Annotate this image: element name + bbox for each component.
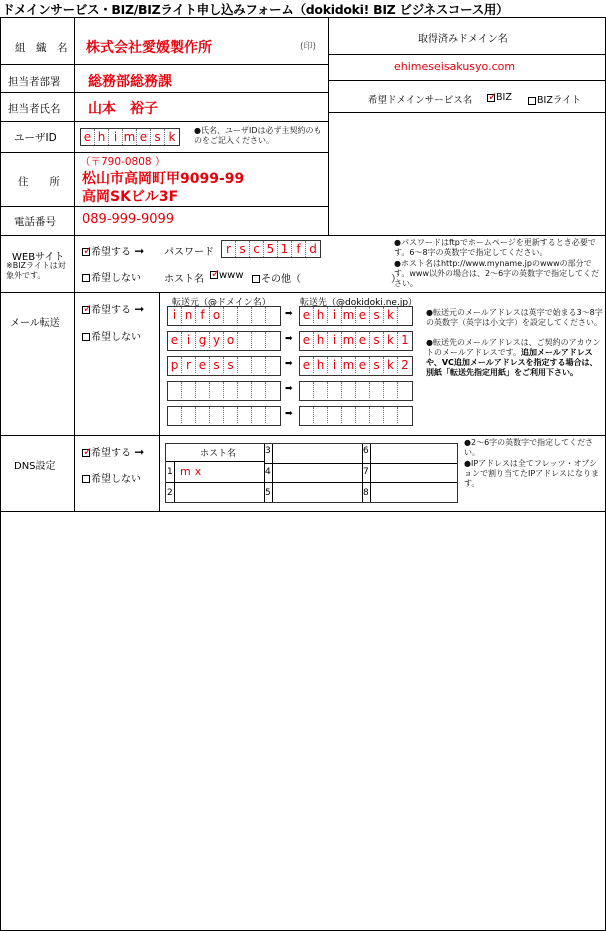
arrow-icon: ➡ xyxy=(285,359,293,369)
char-cell[interactable] xyxy=(266,382,280,398)
dept-value[interactable]: 総務部総務課 xyxy=(88,74,172,90)
char-cell[interactable]: i xyxy=(328,332,342,348)
char-cell[interactable]: k xyxy=(384,332,398,348)
char-cell[interactable] xyxy=(168,382,182,398)
char-cell[interactable]: o xyxy=(210,307,224,323)
char-cell[interactable]: i xyxy=(328,357,342,373)
char-cell[interactable] xyxy=(252,407,266,423)
char-cell[interactable]: o xyxy=(224,332,238,348)
char-cell[interactable] xyxy=(342,382,356,398)
mail-from-cells[interactable] xyxy=(167,406,281,426)
mail-from-cells[interactable] xyxy=(167,331,281,351)
char-cell[interactable] xyxy=(252,307,266,323)
web-note-password: ●パスワードはftpでホームページを更新するとき必要です。6～8字の英数字で指定してください。 xyxy=(394,238,596,257)
address-line1[interactable]: 松山市高岡町甲9099-99 xyxy=(82,171,245,187)
mail-no[interactable]: 希望しない xyxy=(82,328,141,343)
arrow-icon: ➡ xyxy=(285,384,293,394)
org-value[interactable]: 株式会社愛媛製作所 xyxy=(86,40,212,56)
web-label: WEBサイト xyxy=(12,252,65,263)
dns-row-number: 7 xyxy=(363,467,369,477)
char-cell[interactable] xyxy=(196,407,210,423)
service-option-bizlite[interactable]: BIZライト xyxy=(528,92,581,106)
dns-label: DNS設定 xyxy=(14,461,56,472)
char-cell[interactable]: f xyxy=(292,241,306,257)
phone-label: 電話番号 xyxy=(14,216,56,228)
checkbox-biz[interactable] xyxy=(487,94,495,102)
mail-yes[interactable]: ✓希望する ➞ xyxy=(82,301,144,316)
domain-label: 取得済みドメイン名 xyxy=(418,34,508,45)
char-cell[interactable]: s xyxy=(236,241,250,257)
char-cell[interactable]: s xyxy=(224,357,238,373)
char-cell[interactable] xyxy=(384,407,398,423)
mail-label: メール転送 xyxy=(10,318,60,329)
dns-row-number: 6 xyxy=(363,446,369,456)
char-cell[interactable]: k xyxy=(168,130,176,144)
phone-value[interactable]: 089-999-9099 xyxy=(82,212,175,227)
char-cell[interactable]: s xyxy=(151,129,165,145)
dns-host-table xyxy=(165,443,458,503)
password-cells[interactable] xyxy=(221,240,321,258)
zip-code[interactable]: （〒790-0808 ） xyxy=(80,156,166,168)
org-label: 組 織 名 xyxy=(15,42,68,54)
char-cell[interactable]: s xyxy=(370,307,384,323)
arrow-icon: ➡ xyxy=(285,409,293,419)
char-cell[interactable]: 1 xyxy=(401,333,409,347)
char-cell[interactable]: s xyxy=(370,357,384,373)
char-cell[interactable] xyxy=(252,382,266,398)
domain-value[interactable]: ehimeseisakusyo.com xyxy=(394,60,516,73)
char-cell[interactable] xyxy=(168,407,182,423)
char-cell[interactable]: s xyxy=(210,357,224,373)
char-cell[interactable] xyxy=(328,382,342,398)
char-cell[interactable]: h xyxy=(95,129,109,145)
mail-to-cells[interactable] xyxy=(299,331,413,351)
char-cell[interactable] xyxy=(266,307,280,323)
char-cell[interactable]: 1 xyxy=(278,241,292,257)
char-cell[interactable]: r xyxy=(182,357,196,373)
char-cell[interactable]: n xyxy=(182,307,196,323)
checkbox-other[interactable] xyxy=(252,275,260,283)
checkbox-web-yes[interactable] xyxy=(82,248,90,256)
dns-host-header: ホスト名 xyxy=(200,449,237,459)
dns-row-number: 2 xyxy=(167,488,173,498)
mail-to-cells[interactable] xyxy=(299,306,413,326)
host-label: ホスト名 xyxy=(164,274,204,285)
checkbox-bizlite[interactable] xyxy=(528,97,536,105)
address-label: 住 所 xyxy=(18,176,60,188)
char-cell[interactable] xyxy=(252,357,266,373)
char-cell[interactable]: i xyxy=(109,129,123,145)
char-cell[interactable]: i xyxy=(182,332,196,348)
char-cell[interactable] xyxy=(238,382,252,398)
host-other[interactable]: その他（ ） xyxy=(252,270,401,285)
char-cell[interactable]: e xyxy=(356,357,370,373)
char-cell[interactable] xyxy=(238,407,252,423)
checkbox-dns-no[interactable] xyxy=(82,475,90,483)
person-label: 担当者氏名 xyxy=(8,103,61,115)
web-sub-note: ※BIZライトは対象外です。 xyxy=(6,261,66,280)
mail-note-from: ●転送元のメールアドレスは英字で始まる3～8字の英数字（英字は小文字）を設定してください。 xyxy=(426,308,603,327)
dns-row-number: 4 xyxy=(265,467,271,477)
char-cell[interactable]: e xyxy=(300,332,314,348)
char-cell[interactable]: g xyxy=(196,332,210,348)
char-cell[interactable]: m xyxy=(342,358,355,372)
char-cell[interactable] xyxy=(210,382,224,398)
char-cell[interactable]: e xyxy=(300,307,314,323)
char-cell[interactable] xyxy=(356,382,370,398)
person-value[interactable]: 山本 裕子 xyxy=(88,101,158,117)
mail-from-cells[interactable] xyxy=(167,306,281,326)
service-label: 希望ドメインサービス名 xyxy=(368,95,473,106)
char-cell[interactable]: h xyxy=(314,332,328,348)
char-cell[interactable] xyxy=(252,332,266,348)
char-cell[interactable] xyxy=(370,382,384,398)
password-label: パスワード xyxy=(164,247,214,258)
mail-to-cells[interactable] xyxy=(299,406,413,426)
char-cell[interactable]: e xyxy=(356,332,370,348)
dns-note-ip: ●IPアドレスは全てフレッツ・オプションで割り当てたIPアドレスになります。 xyxy=(464,459,599,488)
char-cell[interactable]: m xyxy=(123,130,136,144)
address-line2[interactable]: 高岡SKビル3F xyxy=(82,189,179,205)
char-cell[interactable]: h xyxy=(314,357,328,373)
userid-label: ユーザID xyxy=(14,132,57,144)
char-cell[interactable]: e xyxy=(300,357,314,373)
char-cell[interactable] xyxy=(266,407,280,423)
mail-note-to: ●転送先のメールアドレスは、ご契約のアカウントのメールアドレスです。追加メールアドレスや、VC追加メールアドレスを指定する場合は、別紙「転送先指定用紙」をご利用下さい。 xyxy=(426,338,601,377)
char-cell[interactable] xyxy=(384,382,398,398)
char-cell[interactable]: h xyxy=(314,307,328,323)
char-cell[interactable] xyxy=(342,407,356,423)
char-cell[interactable]: e xyxy=(168,332,182,348)
checkbox-dns-yes[interactable] xyxy=(82,449,90,457)
char-cell[interactable]: k xyxy=(384,307,398,323)
form-title: ドメインサービス・BIZ/BIZライト申し込みフォーム（dokidoki! BIZ ビジネスコース用） xyxy=(2,2,509,17)
mail-to-header: 転送先（@dokidoki.ne.jp） xyxy=(300,298,418,308)
dns-note-host: ●2～6字の英数字で指定してください。 xyxy=(464,438,594,457)
seal-mark: (印) xyxy=(300,42,317,52)
char-cell[interactable]: 2 xyxy=(401,358,409,372)
char-cell[interactable] xyxy=(238,357,252,373)
char-cell[interactable] xyxy=(210,407,224,423)
char-cell[interactable] xyxy=(266,332,280,348)
checkbox-mail-yes[interactable] xyxy=(82,306,90,314)
char-cell[interactable]: e xyxy=(196,357,210,373)
char-cell[interactable] xyxy=(238,307,252,323)
host-www[interactable]: ✓ www xyxy=(210,270,244,281)
arrow-icon: ➡ xyxy=(285,309,293,319)
char-cell[interactable]: c xyxy=(250,241,264,257)
char-cell[interactable] xyxy=(266,357,280,373)
web-yes[interactable]: ✓希望する ➞ xyxy=(82,243,144,258)
dns-row-number: 3 xyxy=(265,446,271,456)
userid-note: ●氏名、ユーザIDは必ず主契約のものをご記入ください。 xyxy=(194,126,322,145)
mail-to-cells[interactable] xyxy=(299,381,413,401)
char-cell[interactable]: e xyxy=(81,129,95,145)
mail-to-cells[interactable] xyxy=(299,356,413,376)
char-cell[interactable]: f xyxy=(196,307,210,323)
char-cell[interactable]: y xyxy=(210,332,224,348)
char-cell[interactable]: e xyxy=(356,307,370,323)
char-cell[interactable]: e xyxy=(137,129,151,145)
char-cell[interactable]: d xyxy=(309,242,317,256)
dns-host-1[interactable]: mx xyxy=(180,465,206,478)
char-cell[interactable] xyxy=(398,407,412,423)
checkbox-www[interactable] xyxy=(210,271,218,279)
char-cell[interactable] xyxy=(398,382,412,398)
arrow-icon: ➡ xyxy=(285,334,293,344)
char-cell[interactable] xyxy=(182,382,196,398)
char-cell[interactable]: k xyxy=(384,357,398,373)
char-cell[interactable] xyxy=(300,382,314,398)
char-cell[interactable] xyxy=(238,332,252,348)
char-cell[interactable] xyxy=(370,407,384,423)
mail-from-header: 転送元（@ドメイン名） xyxy=(172,298,271,308)
arrow-icon: ➞ xyxy=(134,244,145,258)
char-cell[interactable]: i xyxy=(328,307,342,323)
char-cell[interactable]: s xyxy=(370,332,384,348)
arrow-icon: ➞ xyxy=(134,302,145,316)
web-note-host: ●ホスト名はhttp://www.myname.jpのwwwの部分です。www以外の場合は、2～6字の英数字で指定してください。 xyxy=(394,259,600,288)
char-cell[interactable]: i xyxy=(168,307,182,323)
checkbox-web-no[interactable] xyxy=(82,274,90,282)
char-cell[interactable] xyxy=(398,307,412,323)
char-cell[interactable]: m xyxy=(342,333,355,347)
char-cell[interactable] xyxy=(224,407,238,423)
dns-row-number: 8 xyxy=(363,488,369,498)
checkbox-mail-no[interactable] xyxy=(82,333,90,341)
dns-no[interactable]: 希望しない xyxy=(82,470,141,485)
char-cell[interactable]: m xyxy=(342,308,355,322)
service-option-biz[interactable]: ✓ BIZ xyxy=(487,92,512,103)
arrow-icon: ➞ xyxy=(134,445,145,459)
dns-row-number: 1 xyxy=(167,467,173,477)
char-cell[interactable] xyxy=(224,307,238,323)
char-cell[interactable] xyxy=(300,407,314,423)
char-cell[interactable] xyxy=(328,407,342,423)
char-cell[interactable] xyxy=(356,407,370,423)
char-cell[interactable] xyxy=(224,382,238,398)
dns-yes[interactable]: ✓希望する ➞ xyxy=(82,444,144,459)
char-cell[interactable] xyxy=(314,382,328,398)
mail-from-cells[interactable] xyxy=(167,381,281,401)
dns-row-number: 5 xyxy=(265,488,271,498)
char-cell[interactable]: 5 xyxy=(264,241,278,257)
char-cell[interactable]: r xyxy=(222,241,236,257)
char-cell[interactable] xyxy=(182,407,196,423)
web-no[interactable]: 希望しない xyxy=(82,269,141,284)
mail-from-cells[interactable] xyxy=(167,356,281,376)
userid-cells[interactable] xyxy=(80,128,180,146)
char-cell[interactable] xyxy=(196,382,210,398)
dept-label: 担当者部署 xyxy=(8,76,61,88)
char-cell[interactable] xyxy=(314,407,328,423)
char-cell[interactable]: p xyxy=(168,357,182,373)
